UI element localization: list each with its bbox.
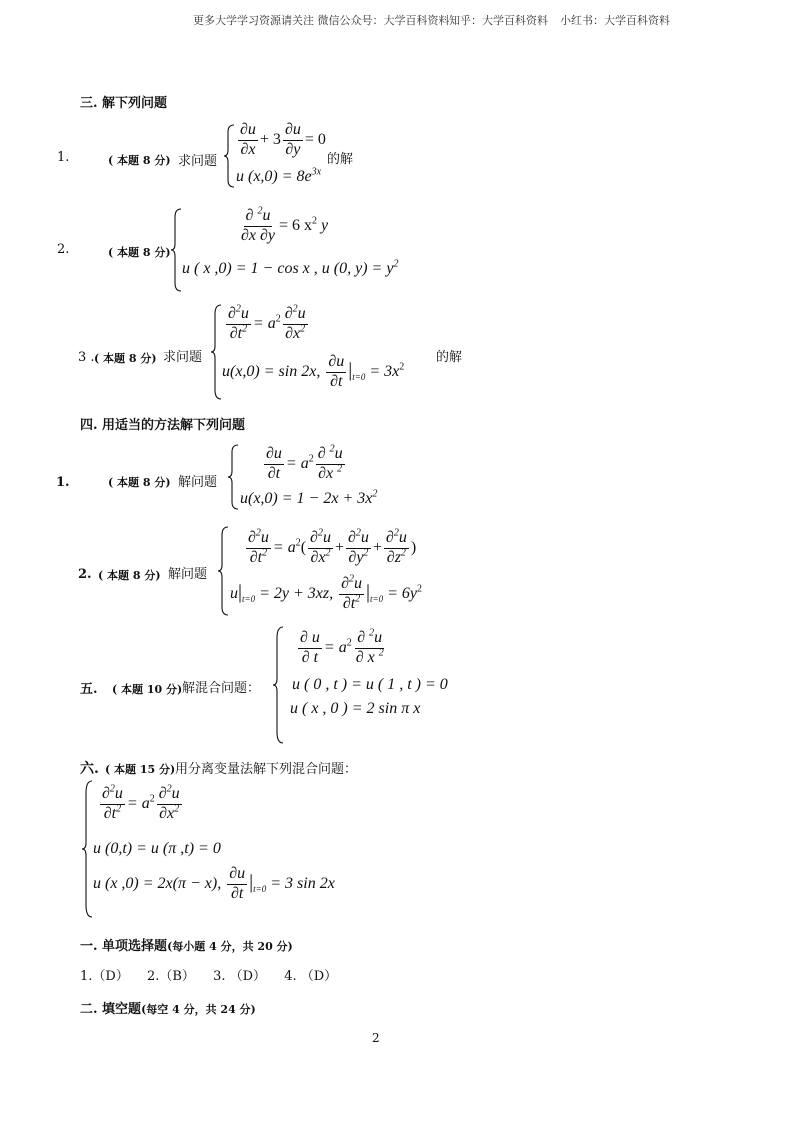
section-4-title: 四. 用适当的方法解下列问题: [80, 418, 246, 433]
answers-part1-title: 一. 单项选择题: [80, 939, 168, 954]
s4-p2-eq2: $u|_{t=0} = 2y + 3xz$, $\frac{\partial^2u}{\partial t^2}$ $|_{t=0} = 6y^2$: [230, 573, 423, 612]
s6-frac-lhs: $\frac{\partial^2u}{\partial t^2}$: [102, 783, 123, 822]
s3-p1-suffix: 的解: [327, 152, 354, 167]
s3-p1-eq2-text: u (x,0) = 8e: [236, 168, 312, 185]
s3-p2-points: ( 本题 8 分): [108, 246, 171, 259]
s3-p2-eq1-rhs: = 6 x: [279, 216, 313, 234]
s5-frac-rhs: $\frac{\partial ^2u}{\partial x ^2}$: [355, 627, 384, 666]
answers-part1-note: (每小题 4 分，共 20 分): [167, 940, 293, 953]
s4-p2-eq1: $\frac{\partial^2u}{\partial t^2}$ = $a^2$( $\frac{\partial^2u}{\partial x^2}$ + $\frac{\partial^2u}{\partial y^2}$ + $\frac{\partial^2u}{\partial z^2}$ ): [248, 527, 417, 566]
s4-p1-eq2-text: u(x,0) = 1 − 2x + 3x: [240, 490, 373, 507]
answers-part2-note: (每空 4 分，共 24 分): [141, 1003, 256, 1016]
section-6-label: 六.: [80, 761, 99, 777]
s3-p1-eq1: [236, 122, 326, 159]
s3-p3-points: ( 本题 8 分): [94, 352, 157, 365]
answers-part2-title: 二. 填空题: [80, 1002, 142, 1017]
s4-p1-eq1: $\frac{\partial u}{\partial t}$ = $a^2$ $\frac{\partial ^2u}{\partial x ^2}$: [266, 443, 343, 482]
answer-choice-2: 2.（B）: [146, 969, 195, 984]
s3-p1-points: ( 本题 8 分): [108, 154, 171, 167]
s4-p1-frac-rhs: $\frac{\partial ^2u}{\partial x ^2}$: [317, 443, 343, 482]
s4-p2-frac-lhs: $\frac{\partial^2u}{\partial t^2}$: [248, 527, 269, 566]
s3-p3-frac-dudt: $\frac{\partial u}{\partial t}$: [328, 353, 345, 390]
s4-p1-points: ( 本题 8 分): [108, 476, 171, 489]
s6-eq3-text: u (x ,0) = 2x(π − x),: [93, 874, 222, 892]
section-6-prefix: 用分离变量法解下列混合问题：: [175, 762, 358, 777]
s5-eq3: u ( x , 0 ) = 2 sin π x: [290, 700, 421, 717]
section-5-prefix: 解混合问题：: [182, 681, 261, 696]
s4-p1-eq1-mid: = a: [285, 454, 309, 472]
answers-choices-row: [80, 965, 337, 984]
s6-eq1: $\frac{\partial^2u}{\partial t^2}$ = $a^2$ $\frac{\partial^2u}{\partial x^2}$: [102, 783, 180, 822]
answers-part2-heading: [80, 998, 256, 1017]
s3-p1-eq2: [236, 168, 321, 186]
s3-p2-eq2-text: u ( x ,0) = 1 − cos x , u (0, y) = y: [182, 260, 394, 277]
section-5-points: ( 本题 10 分): [112, 683, 183, 696]
s4-p2-eq2-u: u: [230, 584, 238, 602]
s3-p2-eq1-end: y: [317, 216, 329, 234]
header-line: 更多大学学习资源请关注 微信公众号：大学百科资料: [193, 14, 450, 27]
s5-eq2: u ( 0 , t ) = u ( 1 , t ) = 0: [292, 676, 448, 693]
s6-eval: t=0: [253, 884, 267, 895]
answer-choice-3: 3. （D）: [213, 969, 267, 984]
s3-p3-eq1-mid: = a: [252, 314, 276, 332]
answer-choice-1: 1.（D）: [80, 969, 129, 984]
s3-p1-prefix: 求问题: [178, 154, 218, 169]
s4-p1-brace: [228, 444, 240, 510]
s4-p2-eval-1: t=0: [242, 594, 256, 605]
s4-p2-eq2-mid: = 2y + 3xz,: [259, 584, 334, 602]
s4-p2-eq2-end: = 6y: [387, 584, 418, 602]
s3-p3-eq2-end: = 3x: [369, 362, 400, 380]
s3-p2-brace: [171, 208, 183, 292]
header-zhihu: 知乎：大学百科资料: [449, 14, 548, 27]
s6-eq2: u (0,t) = u (π ,t) = 0: [93, 840, 221, 857]
s4-p2-frac-z: $\frac{\partial^2u}{\partial z^2}$: [385, 527, 407, 566]
s6-frac-rhs: $\frac{\partial^2u}{\partial x^2}$: [158, 783, 180, 822]
s3-p1-number: 1.: [57, 150, 70, 165]
header-xiaohongshu: 小红书：大学百科资料: [560, 14, 670, 27]
s4-p1-eq2: [240, 490, 377, 508]
s3-p1-eq1-mid: + 3: [259, 130, 281, 148]
s3-p1-eq2-exp: 3x: [311, 166, 322, 178]
s3-p3-prefix: 求问题: [163, 350, 203, 365]
section-6-points: ( 本题 15 分): [105, 763, 176, 776]
s4-p2-eq1-mid: = a: [272, 538, 296, 556]
s3-p2-eq1-exp: 2: [312, 215, 318, 227]
s5-brace: [273, 626, 285, 744]
s3-p1-brace: [224, 124, 236, 188]
s3-p1-frac-du-dx: $\frac{\partial u}{\partial x}$: [240, 121, 256, 158]
s4-p2-number: 2.: [78, 567, 92, 582]
section-3-title: 三. 解下列问题: [80, 96, 168, 111]
s3-p3-eq2: u(x,0) = sin 2x, $\frac{\partial u}{\partial t}$ $|_{t=0} = 3x^2$: [222, 353, 405, 390]
s4-p2-frac-x: $\frac{\partial^2u}{\partial x^2}$: [310, 527, 331, 566]
s4-p2-frac-dt: $\frac{\partial^2u}{\partial t^2}$: [341, 573, 363, 612]
section-5-label: 五.: [80, 682, 98, 697]
s3-p2-eq2: [182, 260, 398, 278]
s3-p3-frac-rhs: $\frac{\partial^2u}{\partial x^2}$: [284, 303, 306, 342]
s3-p2-number: 2.: [57, 242, 70, 257]
s3-p2-frac: $\frac{\partial ^2u}{\partial x \partial y}$: [241, 205, 276, 244]
s3-p3-frac-lhs: $\frac{\partial^2u}{\partial t^2}$: [228, 303, 249, 342]
s3-p3-eval: t=0: [352, 372, 366, 383]
s6-eq3: u (x ,0) = 2x(π − x), $\frac{\partial u}{\partial t}$ $|_{t=0} = 3$ sin 2x: [93, 865, 335, 902]
s4-p1-frac-lhs: $\frac{\partial u}{\partial t}$: [266, 445, 282, 482]
s6-eq1-mid: = a: [126, 794, 150, 812]
answers-part1-heading: [80, 935, 293, 954]
s3-p3-number: 3 .: [78, 350, 95, 365]
s4-p2-frac-y: $\frac{\partial^2u}{\partial y^2}$: [347, 527, 369, 566]
s4-p1-number: 1.: [56, 475, 70, 490]
s5-frac-lhs: $\frac{\partial u}{\partial t}$: [300, 629, 320, 666]
s4-p2-eval-2: t=0: [370, 594, 384, 605]
s3-p2-eq1: [237, 205, 329, 245]
s4-p1-eq2-exp: 2: [372, 488, 378, 500]
s4-p2-points: ( 本题 8 分): [98, 569, 161, 582]
s6-eq3-end: = 3 sin 2x: [270, 874, 335, 892]
s3-p1-eq1-end: = 0: [304, 130, 326, 148]
s3-p3-eq2-text: u(x,0) = sin 2x,: [222, 362, 321, 380]
s3-p3-suffix: 的解: [436, 350, 463, 365]
s6-frac-dudt: $\frac{\partial u}{\partial t}$: [229, 865, 246, 902]
page-number: 2: [372, 1031, 380, 1045]
s3-p1-frac-du-dy: $\frac{\partial u}{\partial y}$: [284, 121, 301, 158]
s3-p3-eq1: $\frac{\partial^2u}{\partial t^2}$ = $a^2$ $\frac{\partial^2u}{\partial x^2}$: [228, 303, 306, 342]
s4-p1-prefix: 解问题: [178, 475, 218, 490]
s3-p2-eq2-exp: 2: [393, 258, 399, 270]
s4-p2-prefix: 解问题: [168, 567, 208, 582]
s5-eq1-mid: = a: [323, 638, 347, 656]
answer-choice-4: 4. （D）: [284, 969, 338, 984]
s4-p2-brace: [218, 526, 230, 616]
s5-eq1: $\frac{\partial u}{\partial t}$ = $a^2$ $\frac{\partial ^2u}{\partial x ^2}$: [300, 627, 384, 666]
